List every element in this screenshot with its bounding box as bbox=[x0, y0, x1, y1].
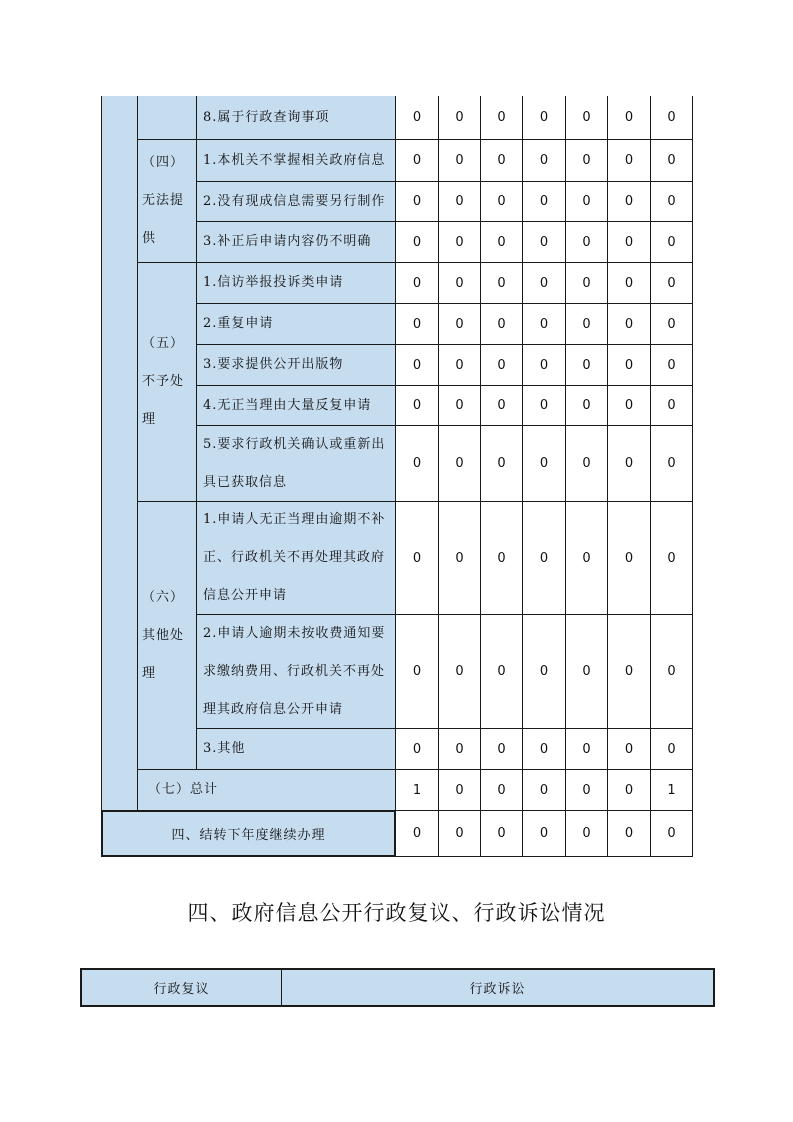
value-cell: 0 bbox=[480, 344, 523, 386]
value-cell: 0 bbox=[438, 221, 481, 263]
value-cell: 0 bbox=[650, 181, 693, 222]
value-cell: 0 bbox=[480, 221, 523, 263]
value-cell: 0 bbox=[522, 96, 566, 140]
item-cell: 1.申请人无正当理由逾期不补正、行政机关不再处理其政府信息公开申请 bbox=[196, 501, 396, 615]
carry-value-cell: 0 bbox=[438, 810, 481, 857]
carry-value-cell: 0 bbox=[565, 810, 608, 857]
value-cell: 0 bbox=[522, 614, 566, 729]
value-cell: 0 bbox=[565, 96, 608, 140]
value-cell: 0 bbox=[607, 181, 651, 222]
value-cell: 0 bbox=[438, 262, 481, 304]
item-cell: 8.属于行政查询事项 bbox=[196, 96, 396, 140]
value-cell: 0 bbox=[438, 303, 481, 345]
value-cell: 0 bbox=[522, 181, 566, 222]
item-cell: 2.没有现成信息需要另行制作 bbox=[196, 181, 396, 222]
category-cell-continued bbox=[137, 96, 197, 140]
value-cell: 0 bbox=[650, 262, 693, 304]
item-cell: 2.重复申请 bbox=[196, 303, 396, 345]
outer-category-cell bbox=[101, 96, 138, 811]
value-cell: 0 bbox=[650, 96, 693, 140]
value-cell: 0 bbox=[480, 262, 523, 304]
carry-value-cell: 0 bbox=[522, 810, 566, 857]
value-cell: 0 bbox=[650, 501, 693, 615]
value-cell: 0 bbox=[480, 425, 523, 502]
item-cell: 1.本机关不掌握相关政府信息 bbox=[196, 139, 396, 182]
section-heading: 四、政府信息公开行政复议、行政诉讼情况 bbox=[187, 901, 606, 925]
value-cell: 0 bbox=[565, 221, 608, 263]
total-value-cell: 0 bbox=[438, 769, 481, 811]
value-cell: 0 bbox=[395, 303, 439, 345]
value-cell: 0 bbox=[395, 221, 439, 263]
value-cell: 0 bbox=[395, 344, 439, 386]
value-cell: 0 bbox=[522, 303, 566, 345]
value-cell: 0 bbox=[438, 96, 481, 140]
value-cell: 0 bbox=[438, 728, 481, 770]
value-cell: 0 bbox=[565, 385, 608, 426]
value-cell: 0 bbox=[607, 385, 651, 426]
category-carry-over: 四、结转下年度继续办理 bbox=[101, 810, 396, 857]
total-value-cell: 0 bbox=[522, 769, 566, 811]
value-cell: 0 bbox=[650, 139, 693, 182]
category-cat4: （四）无法提供 bbox=[137, 139, 197, 263]
item-cell: 3.要求提供公开出版物 bbox=[196, 344, 396, 386]
category-total: （七）总计 bbox=[137, 769, 396, 811]
value-cell: 0 bbox=[650, 425, 693, 502]
value-cell: 0 bbox=[395, 139, 439, 182]
value-cell: 0 bbox=[395, 614, 439, 729]
value-cell: 0 bbox=[395, 96, 439, 140]
value-cell: 0 bbox=[522, 262, 566, 304]
value-cell: 0 bbox=[480, 181, 523, 222]
value-cell: 0 bbox=[438, 501, 481, 615]
litigation-header: 行政诉讼 bbox=[281, 968, 715, 1007]
carry-value-cell: 0 bbox=[395, 810, 439, 857]
value-cell: 0 bbox=[395, 425, 439, 502]
value-cell: 0 bbox=[607, 96, 651, 140]
value-cell: 0 bbox=[522, 501, 566, 615]
value-cell: 0 bbox=[607, 303, 651, 345]
value-cell: 0 bbox=[607, 728, 651, 770]
value-cell: 0 bbox=[607, 139, 651, 182]
item-cell: 2.申请人逾期未按收费通知要求缴纳费用、行政机关不再处理其政府信息公开申请 bbox=[196, 614, 396, 729]
value-cell: 0 bbox=[607, 344, 651, 386]
value-cell: 0 bbox=[565, 303, 608, 345]
value-cell: 0 bbox=[522, 139, 566, 182]
value-cell: 0 bbox=[607, 262, 651, 304]
value-cell: 0 bbox=[565, 139, 608, 182]
value-cell: 0 bbox=[395, 262, 439, 304]
value-cell: 0 bbox=[438, 139, 481, 182]
item-cell: 3.其他 bbox=[196, 728, 396, 770]
value-cell: 0 bbox=[395, 728, 439, 770]
value-cell: 0 bbox=[438, 181, 481, 222]
value-cell: 0 bbox=[395, 501, 439, 615]
carry-value-cell: 0 bbox=[607, 810, 651, 857]
value-cell: 0 bbox=[522, 425, 566, 502]
value-cell: 0 bbox=[480, 728, 523, 770]
value-cell: 0 bbox=[565, 262, 608, 304]
value-cell: 0 bbox=[395, 181, 439, 222]
value-cell: 0 bbox=[607, 425, 651, 502]
item-cell: 3.补正后申请内容仍不明确 bbox=[196, 221, 396, 263]
value-cell: 0 bbox=[565, 501, 608, 615]
value-cell: 0 bbox=[480, 614, 523, 729]
carry-value-cell: 0 bbox=[480, 810, 523, 857]
value-cell: 0 bbox=[480, 385, 523, 426]
value-cell: 0 bbox=[480, 501, 523, 615]
value-cell: 0 bbox=[480, 139, 523, 182]
value-cell: 0 bbox=[522, 385, 566, 426]
total-value-cell: 1 bbox=[395, 769, 439, 811]
value-cell: 0 bbox=[522, 344, 566, 386]
value-cell: 0 bbox=[650, 344, 693, 386]
value-cell: 0 bbox=[522, 728, 566, 770]
category-cat5: （五）不予处理 bbox=[137, 262, 197, 502]
carry-value-cell: 0 bbox=[650, 810, 693, 857]
total-value-cell: 0 bbox=[480, 769, 523, 811]
value-cell: 0 bbox=[565, 344, 608, 386]
value-cell: 0 bbox=[650, 614, 693, 729]
item-cell: 5.要求行政机关确认或重新出具已获取信息 bbox=[196, 425, 396, 502]
value-cell: 0 bbox=[607, 221, 651, 263]
value-cell: 0 bbox=[650, 221, 693, 263]
value-cell: 0 bbox=[480, 303, 523, 345]
total-value-cell: 0 bbox=[565, 769, 608, 811]
value-cell: 0 bbox=[607, 501, 651, 615]
value-cell: 0 bbox=[438, 344, 481, 386]
category-cat6: （六）其他处理 bbox=[137, 501, 197, 770]
value-cell: 0 bbox=[650, 303, 693, 345]
value-cell: 0 bbox=[565, 181, 608, 222]
value-cell: 0 bbox=[480, 96, 523, 140]
value-cell: 0 bbox=[650, 728, 693, 770]
value-cell: 0 bbox=[607, 614, 651, 729]
value-cell: 0 bbox=[565, 728, 608, 770]
value-cell: 0 bbox=[438, 614, 481, 729]
value-cell: 0 bbox=[522, 221, 566, 263]
total-value-cell: 0 bbox=[607, 769, 651, 811]
value-cell: 0 bbox=[650, 385, 693, 426]
total-value-cell: 1 bbox=[650, 769, 693, 811]
item-cell: 4.无正当理由大量反复申请 bbox=[196, 385, 396, 426]
item-cell: 1.信访举报投诉类申请 bbox=[196, 262, 396, 304]
value-cell: 0 bbox=[565, 425, 608, 502]
value-cell: 0 bbox=[565, 614, 608, 729]
value-cell: 0 bbox=[395, 385, 439, 426]
value-cell: 0 bbox=[438, 425, 481, 502]
review-header: 行政复议 bbox=[80, 968, 282, 1007]
value-cell: 0 bbox=[438, 385, 481, 426]
